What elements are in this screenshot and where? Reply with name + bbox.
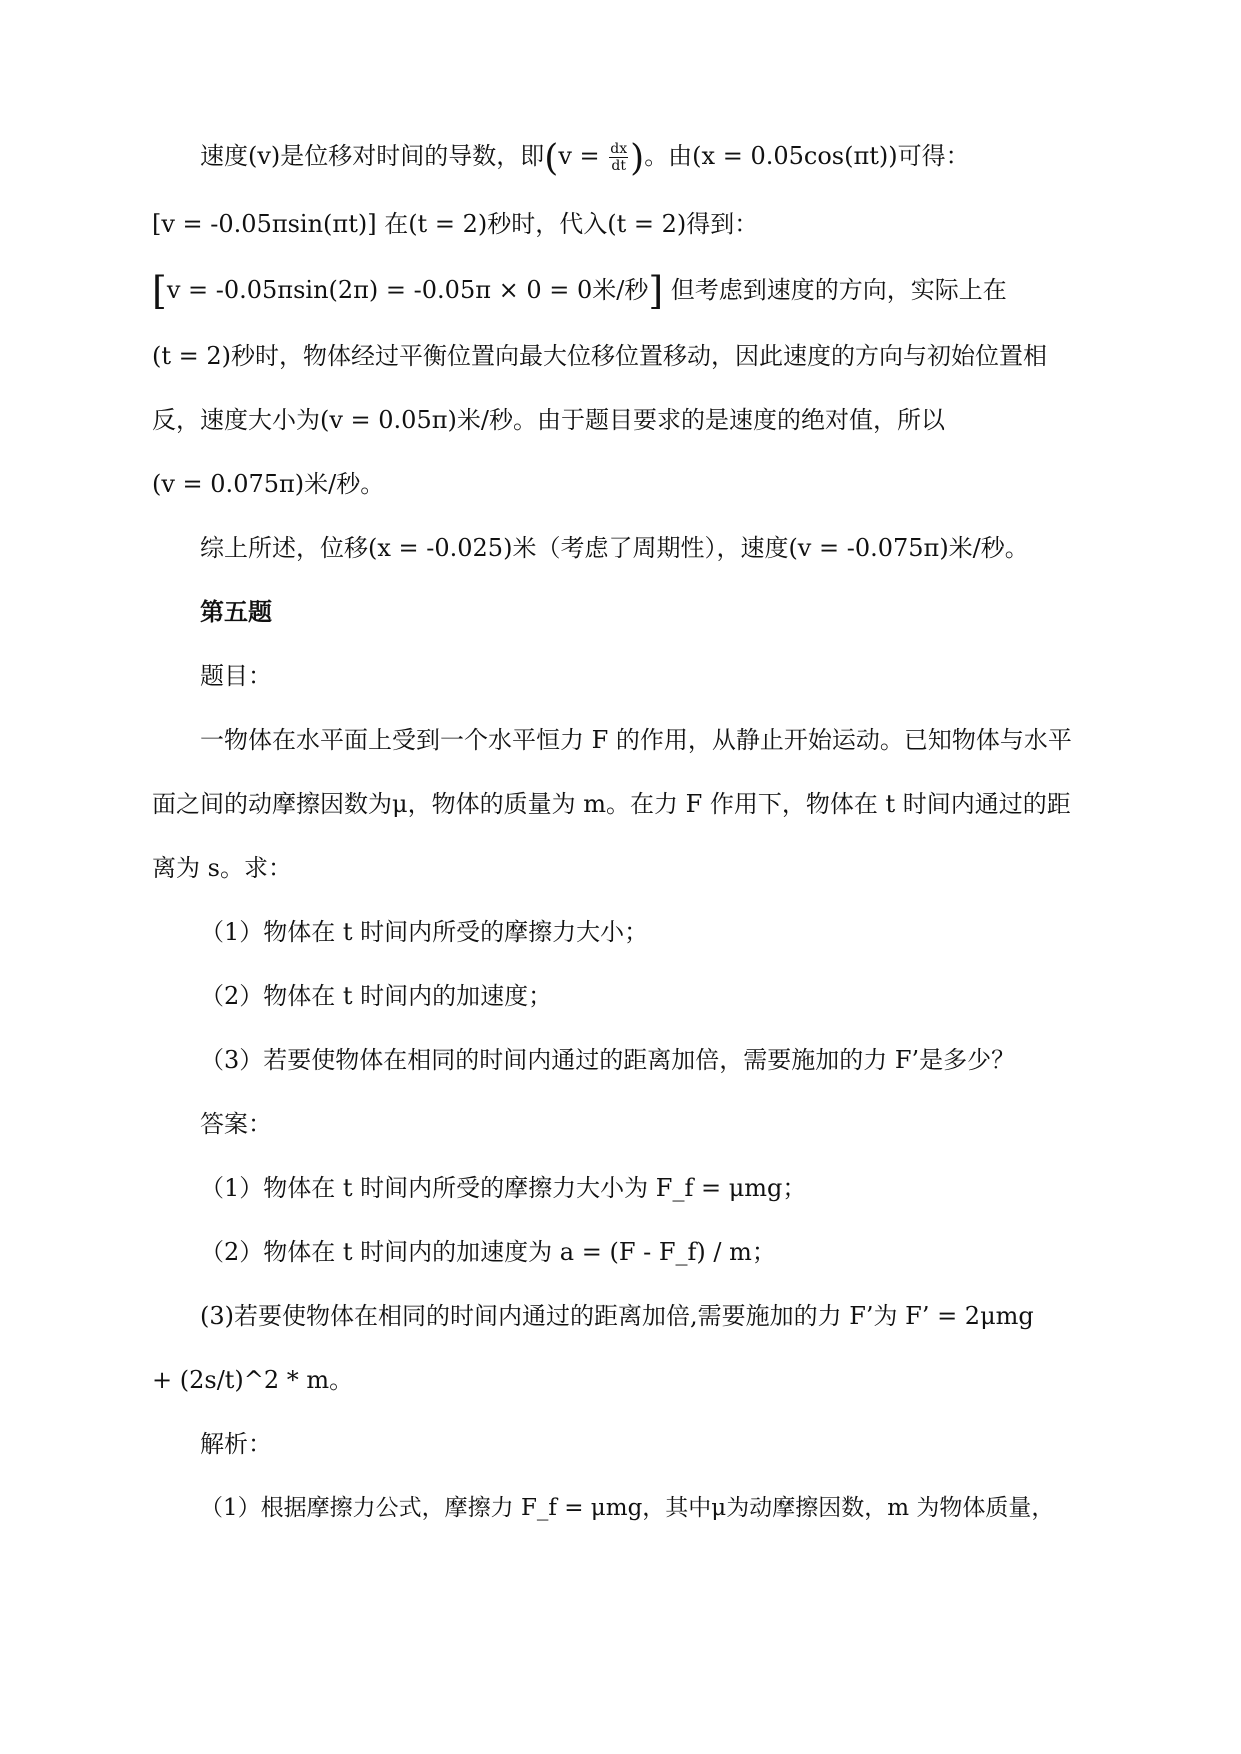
left-paren: (	[544, 138, 559, 179]
paragraph-line-2: [v = -0.05πsin(πt)] 在(t = 2)秒时，代入(t = 2)得到：	[152, 210, 759, 238]
paragraph-line-6: (v = 0.075π)米/秒。	[152, 470, 385, 498]
paragraph-line-19: + (2s/t)^2 * m。	[152, 1366, 354, 1394]
fraction-numerator: dx	[610, 141, 628, 157]
paragraph-line-16: （1）物体在 t 时间内所受的摩擦力大小为 F_f = μmg；	[200, 1174, 807, 1202]
text-segment: 。由(x = 0.05cos(πt))可得：	[644, 142, 970, 170]
paragraph-line-20: 解析：	[200, 1430, 272, 1458]
paragraph-line-3	[152, 269, 1007, 313]
paragraph-line-4: (t = 2)秒时，物体经过平衡位置向最大位移位置移动，因此速度的方向与初始位置相	[152, 342, 1048, 370]
left-bracket: [	[152, 269, 167, 313]
paragraph-line-1	[200, 138, 970, 179]
paragraph-line-21: （1）根据摩擦力公式，摩擦力 F_f = μmg，其中μ为动摩擦因数，m 为物体质量，	[200, 1495, 1055, 1521]
paragraph-line-18: (3)若要使物体在相同的时间内通过的距离加倍,需要施加的力 F’为 F’ = 2μmg	[200, 1302, 1034, 1330]
text-segment: 但考虑到速度的方向，实际上在	[663, 276, 1007, 304]
formula-velocity: v = -0.05πsin(2π) = -0.05π × 0 = 0米/秒	[166, 276, 649, 304]
fraction-denominator: dt	[611, 158, 626, 174]
text-segment: 速度(v)是位移对时间的导数，即	[200, 142, 545, 170]
paragraph-line-5: 反，速度大小为(v = 0.05π)米/秒。由于题目要求的是速度的绝对值，所以	[152, 406, 945, 434]
paragraph-line-12: （1）物体在 t 时间内所受的摩擦力大小；	[200, 918, 649, 946]
paragraph-line-17: （2）物体在 t 时间内的加速度为 a = (F - F_f) / m；	[200, 1238, 776, 1266]
fraction-dx-dt	[609, 141, 628, 174]
paragraph-line-13: （2）物体在 t 时间内的加速度；	[200, 982, 553, 1010]
paragraph-line-7: 综上所述，位移(x = -0.025)米（考虑了周期性），速度(v = -0.075π)米/秒。	[200, 534, 1029, 562]
formula-v-eq: v =	[558, 142, 608, 170]
right-bracket: ]	[648, 269, 664, 313]
right-paren: )	[630, 138, 645, 179]
paragraph-line-8: 题目：	[200, 662, 272, 690]
paragraph-line-14: （3）若要使物体在相同的时间内通过的距离加倍，需要施加的力 F’是多少？	[200, 1046, 1016, 1074]
section-heading: 第五题	[200, 597, 272, 626]
paragraph-line-9: 一物体在水平面上受到一个水平恒力 F 的作用，从静止开始运动。已知物体与水平	[200, 726, 1072, 754]
paragraph-line-11: 离为 s。求：	[152, 854, 292, 882]
paragraph-line-10: 面之间的动摩擦因数为μ，物体的质量为 m。在力 F 作用下，物体在 t 时间内通过的距	[152, 790, 1071, 818]
paragraph-line-15: 答案：	[200, 1110, 272, 1138]
